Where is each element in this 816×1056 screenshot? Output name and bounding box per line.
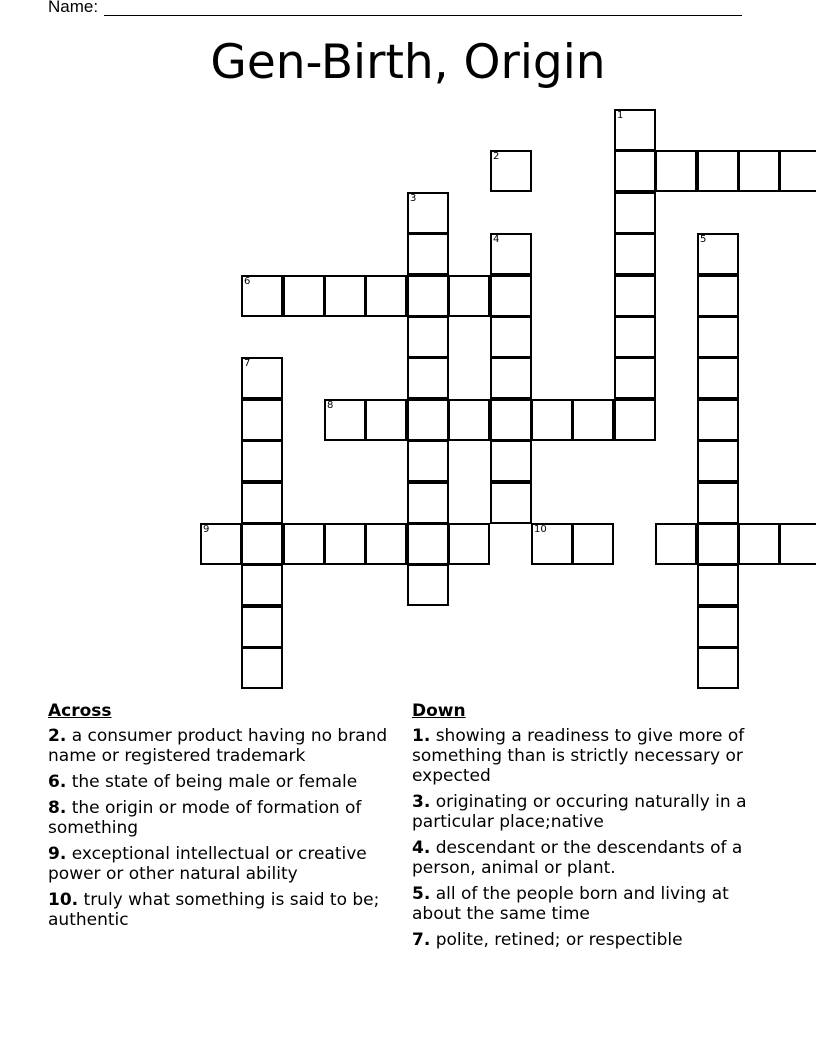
clue-across-2 xyxy=(48,726,403,766)
grid-cell[interactable] xyxy=(407,316,449,358)
clue-number: 5. xyxy=(412,884,431,904)
grid-cell[interactable] xyxy=(697,606,739,648)
grid-cell[interactable] xyxy=(241,440,283,482)
clue-number-label: 1 xyxy=(617,110,624,121)
grid-cell[interactable] xyxy=(779,150,816,192)
grid-cell[interactable] xyxy=(572,523,614,565)
grid-cell[interactable] xyxy=(241,357,283,399)
grid-cell[interactable] xyxy=(614,357,656,399)
clue-across-6 xyxy=(48,772,403,792)
grid-cell[interactable] xyxy=(407,275,449,317)
grid-cell[interactable] xyxy=(614,192,656,234)
clue-text: all of the people born and living at about the same time xyxy=(412,884,729,924)
grid-cell[interactable] xyxy=(407,233,449,275)
grid-cell[interactable] xyxy=(614,399,656,441)
clue-number: 6. xyxy=(48,772,67,792)
grid-cell[interactable] xyxy=(241,399,283,441)
clue-text: a consumer product having no brand name or registered trademark xyxy=(48,726,388,766)
grid-cell[interactable] xyxy=(490,275,532,317)
grid-cell[interactable] xyxy=(614,150,656,192)
grid-cell[interactable] xyxy=(738,523,780,565)
clue-number: 8. xyxy=(48,798,67,818)
clue-text: showing a readiness to give more of something than is strictly necessary or expected xyxy=(412,726,745,786)
grid-cell[interactable] xyxy=(241,275,283,317)
grid-cell[interactable] xyxy=(697,440,739,482)
grid-cell[interactable] xyxy=(490,357,532,399)
grid-cell[interactable] xyxy=(283,523,325,565)
clue-across-8 xyxy=(48,798,403,838)
clue-text: polite, retined; or respectible xyxy=(435,930,683,950)
clue-down-1 xyxy=(412,726,772,786)
clue-text: truly what something is said to be; authentic xyxy=(48,890,380,930)
grid-cell[interactable] xyxy=(241,564,283,606)
grid-cell[interactable] xyxy=(697,523,739,565)
grid-cell[interactable] xyxy=(490,316,532,358)
puzzle-title: Gen-Birth, Origin xyxy=(210,35,606,90)
grid-cell[interactable] xyxy=(200,523,242,565)
grid-cell[interactable] xyxy=(614,109,656,151)
grid-cell[interactable] xyxy=(697,564,739,606)
grid-cell[interactable] xyxy=(241,482,283,524)
grid-cell[interactable] xyxy=(490,233,532,275)
clue-down-4 xyxy=(412,838,772,878)
grid-cell[interactable] xyxy=(407,357,449,399)
grid-cell[interactable] xyxy=(407,482,449,524)
grid-cell[interactable] xyxy=(241,523,283,565)
grid-cell[interactable] xyxy=(490,399,532,441)
grid-cell[interactable] xyxy=(614,316,656,358)
clue-text: exceptional intellectual or creative power or other natural ability xyxy=(48,844,367,884)
grid-cell[interactable] xyxy=(697,150,739,192)
clue-number: 4. xyxy=(412,838,431,858)
clue-number-label: 6 xyxy=(244,276,251,287)
clue-number: 10. xyxy=(48,890,79,910)
grid-cell[interactable] xyxy=(448,275,490,317)
clue-number-label: 8 xyxy=(327,400,334,411)
grid-cell[interactable] xyxy=(697,399,739,441)
grid-cell[interactable] xyxy=(697,275,739,317)
grid-cell[interactable] xyxy=(697,647,739,689)
grid-cell[interactable] xyxy=(448,399,490,441)
grid-cell[interactable] xyxy=(490,482,532,524)
clue-number-label: 3 xyxy=(410,193,417,204)
grid-cell[interactable] xyxy=(365,399,407,441)
clue-number: 7. xyxy=(412,930,431,950)
grid-cell[interactable] xyxy=(738,150,780,192)
clue-down-3 xyxy=(412,792,772,832)
grid-cell[interactable] xyxy=(572,399,614,441)
clue-number: 9. xyxy=(48,844,67,864)
grid-cell[interactable] xyxy=(697,357,739,399)
clue-text: descendant or the descendants of a person, animal or plant. xyxy=(412,838,743,878)
clue-number: 1. xyxy=(412,726,431,746)
grid-cell[interactable] xyxy=(407,399,449,441)
grid-cell[interactable] xyxy=(407,440,449,482)
grid-cell[interactable] xyxy=(407,564,449,606)
grid-cell[interactable] xyxy=(324,275,366,317)
grid-cell[interactable] xyxy=(779,523,816,565)
down-heading: Down xyxy=(412,701,466,721)
grid-cell[interactable] xyxy=(448,523,490,565)
grid-cell[interactable] xyxy=(365,523,407,565)
grid-cell[interactable] xyxy=(655,523,697,565)
clue-number: 3. xyxy=(412,792,431,812)
clue-number-label: 5 xyxy=(700,234,707,245)
grid-cell[interactable] xyxy=(614,275,656,317)
grid-cell[interactable] xyxy=(241,606,283,648)
across-clues xyxy=(48,700,403,936)
clue-number-label: 7 xyxy=(244,358,251,369)
grid-cell[interactable] xyxy=(614,233,656,275)
clue-number-label: 4 xyxy=(493,234,500,245)
grid-cell[interactable] xyxy=(490,150,532,192)
down-clues xyxy=(412,700,772,956)
grid-cell[interactable] xyxy=(365,275,407,317)
grid-cell[interactable] xyxy=(531,399,573,441)
clue-across-9 xyxy=(48,844,403,884)
grid-cell[interactable] xyxy=(283,275,325,317)
clue-number-label: 10 xyxy=(534,524,547,535)
grid-cell[interactable] xyxy=(697,233,739,275)
grid-cell[interactable] xyxy=(241,647,283,689)
grid-cell[interactable] xyxy=(531,523,573,565)
clue-number-label: 9 xyxy=(203,524,210,535)
clue-down-7 xyxy=(412,930,772,950)
grid-cell[interactable] xyxy=(697,316,739,358)
grid-cell[interactable] xyxy=(655,150,697,192)
grid-cell[interactable] xyxy=(324,399,366,441)
clue-across-10 xyxy=(48,890,403,930)
grid-cell[interactable] xyxy=(407,192,449,234)
name-label: Name: xyxy=(48,0,99,16)
clue-down-5 xyxy=(412,884,772,924)
clue-text: originating or occuring naturally in a particular place;native xyxy=(412,792,747,832)
grid-cell[interactable] xyxy=(324,523,366,565)
clue-text: the state of being male or female xyxy=(71,772,358,792)
clue-number: 2. xyxy=(48,726,67,746)
grid-cell[interactable] xyxy=(697,482,739,524)
across-heading: Across xyxy=(48,701,112,721)
grid-cell[interactable] xyxy=(407,523,449,565)
clue-number-label: 2 xyxy=(493,151,500,162)
grid-cell[interactable] xyxy=(490,440,532,482)
clue-text: the origin or mode of formation of something xyxy=(48,798,362,838)
